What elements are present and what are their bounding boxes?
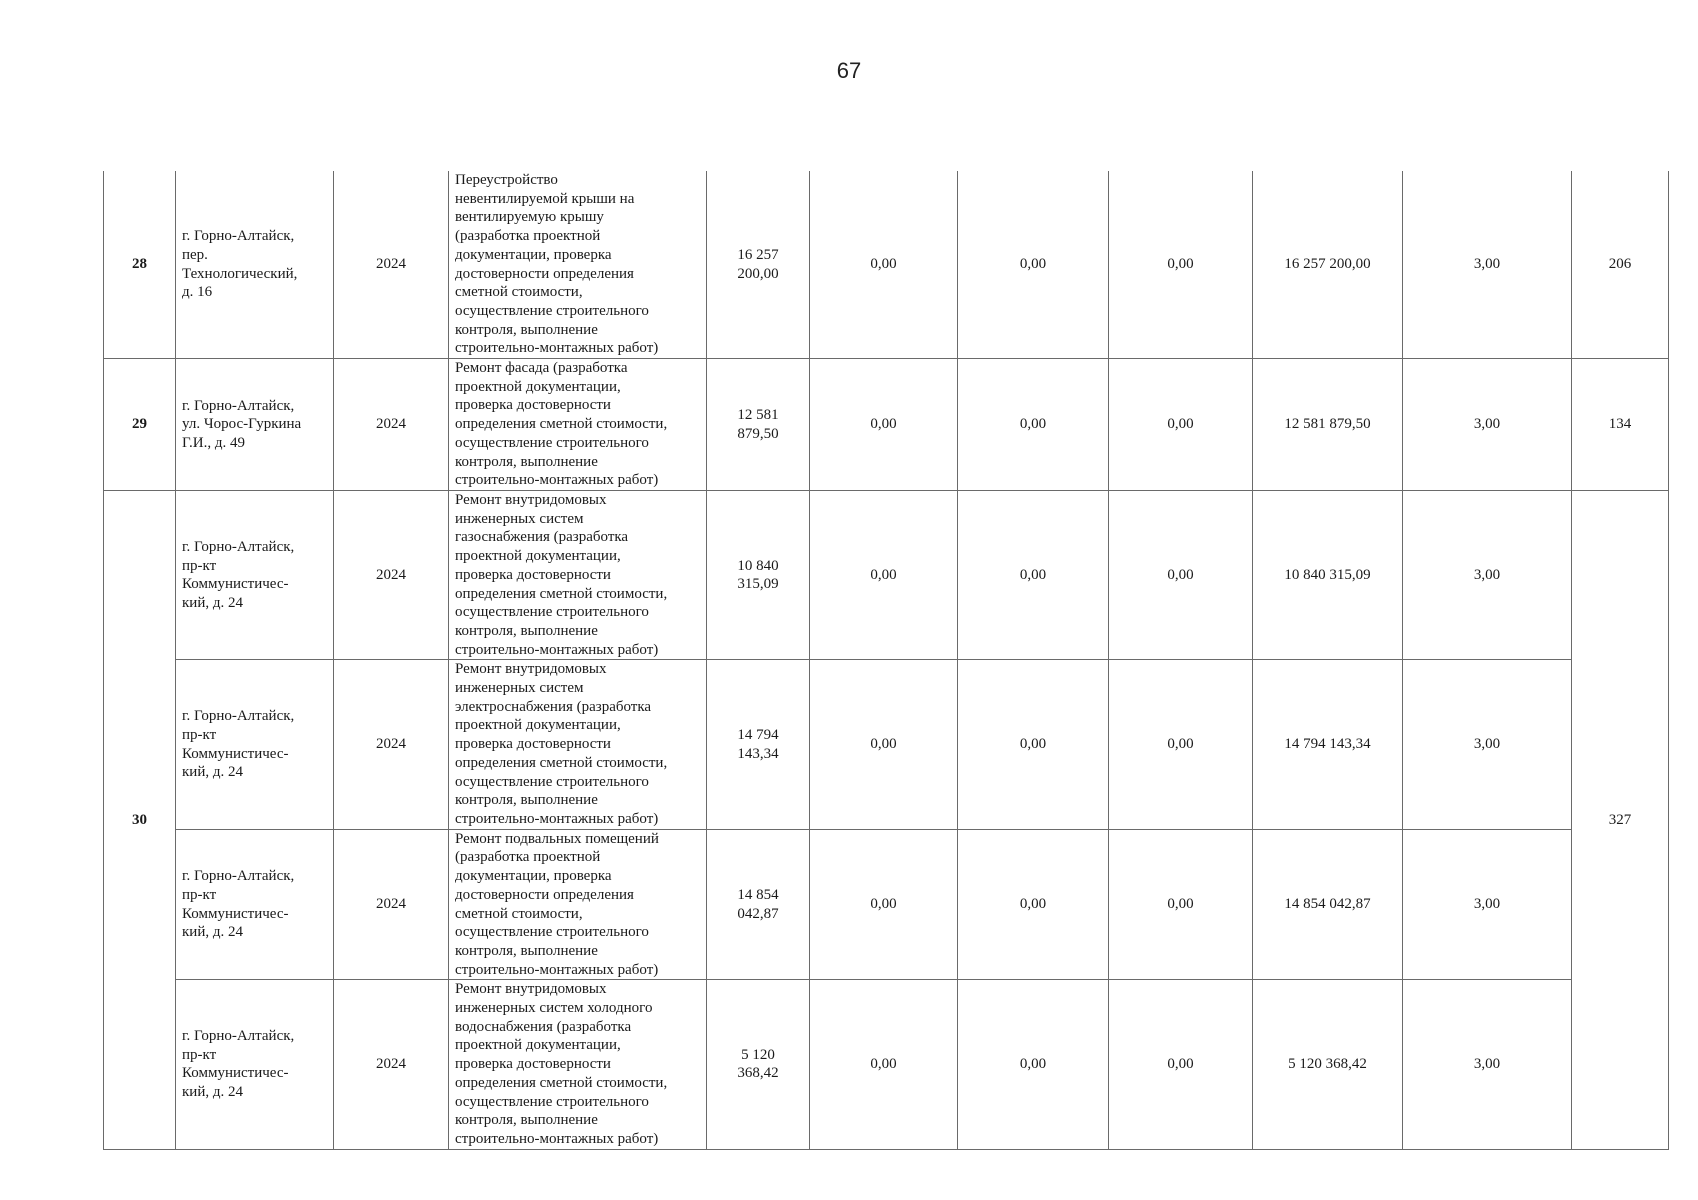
text-line: проверка достоверности — [455, 397, 611, 414]
text-line: Ремонт внутридомовых — [455, 981, 607, 998]
value-cell-2: 0,00 — [958, 660, 1109, 829]
text-line: Коммунистичес- — [182, 745, 289, 762]
table-row — [104, 491, 1669, 660]
text-line: 143,34 — [737, 745, 779, 762]
last-column-cell: 206 — [1572, 171, 1669, 359]
text-line: проверка достоверности — [455, 1056, 611, 1073]
text-line: кий, д. 24 — [182, 594, 243, 611]
text-line: Г.И., д. 49 — [182, 434, 245, 451]
table-body — [104, 171, 1669, 1149]
text-line: г. Горно-Алтайск, — [182, 539, 295, 555]
text-line: 16 257 — [737, 246, 779, 263]
work-description-cell — [449, 980, 707, 1149]
text-line: кий, д. 24 — [182, 924, 243, 941]
text-line: пр-кт — [182, 557, 217, 574]
cost-cell — [707, 491, 810, 660]
rate-cell: 3,00 — [1403, 980, 1572, 1149]
text-line: 14 794 — [737, 726, 779, 743]
row-number: 28 — [104, 171, 176, 359]
text-line: определения сметной стоимости, — [455, 1074, 668, 1091]
text-line: контроля, выполнение — [455, 321, 598, 338]
total-cost-cell: 14 854 042,87 — [1253, 829, 1403, 980]
text-line: инженерных систем — [455, 680, 584, 697]
text-line: г. Горно-Алтайск, — [182, 397, 295, 414]
rate-cell: 3,00 — [1403, 660, 1572, 829]
text-line: Коммунистичес- — [182, 576, 289, 593]
cost-cell — [707, 980, 810, 1149]
text-line: г. Горно-Алтайск, — [182, 228, 295, 245]
text-line: контроля, выполнение — [455, 1112, 598, 1129]
text-line: инженерных систем — [455, 510, 584, 527]
value-cell-3: 0,00 — [1109, 491, 1253, 660]
text-line: д. 16 — [182, 284, 213, 301]
text-line: электроснабжения (разработка — [455, 698, 652, 715]
text-line: вентилируемую крышу — [455, 209, 604, 226]
value-cell-2: 0,00 — [958, 171, 1109, 359]
value-cell-2: 0,00 — [958, 359, 1109, 491]
rate-cell: 3,00 — [1403, 359, 1572, 491]
text-line: пр-кт — [182, 726, 217, 743]
text-line: осуществление строительного — [455, 604, 649, 621]
table-row — [104, 980, 1669, 1149]
work-description-cell — [449, 660, 707, 829]
text-line: контроля, выполнение — [455, 792, 598, 809]
total-cost-cell: 14 794 143,34 — [1253, 660, 1403, 829]
text-line: строительно-монтажных работ) — [455, 1130, 659, 1147]
text-line: 315,09 — [737, 576, 779, 593]
text-line: Коммунистичес- — [182, 905, 289, 922]
year-cell: 2024 — [334, 980, 449, 1149]
cost-cell — [707, 660, 810, 829]
address-cell — [176, 359, 334, 491]
text-line: определения сметной стоимости, — [455, 754, 668, 771]
value-cell-1: 0,00 — [810, 359, 958, 491]
total-cost-cell: 10 840 315,09 — [1253, 491, 1403, 660]
year-cell: 2024 — [334, 829, 449, 980]
work-description-cell — [449, 829, 707, 980]
text-line: документации, проверка — [455, 246, 612, 263]
text-line: пр-кт — [182, 1046, 217, 1063]
value-cell-2: 0,00 — [958, 491, 1109, 660]
text-line: инженерных систем холодного — [455, 1000, 653, 1017]
text-line: Переустройство — [455, 172, 558, 188]
year-cell: 2024 — [334, 359, 449, 491]
text-line: Ремонт фасада (разработка — [455, 360, 628, 377]
total-cost-cell: 5 120 368,42 — [1253, 980, 1403, 1149]
text-line: определения сметной стоимости, — [455, 585, 668, 602]
address-cell — [176, 171, 334, 359]
text-line: осуществление строительного — [455, 302, 649, 319]
text-line: 14 854 — [737, 886, 779, 903]
text-line: пер. — [182, 246, 208, 263]
value-cell-3: 0,00 — [1109, 359, 1253, 491]
text-line: сметной стоимости, — [455, 905, 583, 922]
text-line: 5 120 — [741, 1046, 775, 1063]
text-line: документации, проверка — [455, 868, 612, 885]
text-line: проектной документации, — [455, 548, 621, 565]
text-line: Ремонт подвальных помещений — [455, 830, 659, 847]
rate-cell: 3,00 — [1403, 491, 1572, 660]
text-line: ул. Чорос-Гуркина — [182, 416, 302, 433]
text-line: сметной стоимости, — [455, 284, 583, 301]
text-line: газоснабжения (разработка — [455, 529, 629, 546]
last-column-cell: 327 — [1572, 491, 1669, 1150]
text-line: строительно-монтажных работ) — [455, 961, 659, 978]
rate-cell: 3,00 — [1403, 829, 1572, 980]
text-line: проверка достоверности — [455, 736, 611, 753]
text-line: г. Горно-Алтайск, — [182, 1028, 295, 1045]
text-line: 200,00 — [737, 265, 779, 282]
value-cell-1: 0,00 — [810, 660, 958, 829]
capital-repair-table — [103, 171, 1669, 1150]
text-line: невентилируемой крыши на — [455, 190, 635, 207]
text-line: проектной документации, — [455, 717, 621, 734]
text-line: строительно-монтажных работ) — [455, 810, 659, 827]
table-row — [104, 171, 1669, 359]
text-line: 12 581 — [737, 406, 779, 423]
value-cell-3: 0,00 — [1109, 980, 1253, 1149]
table-row — [104, 660, 1669, 829]
year-cell: 2024 — [334, 491, 449, 660]
row-number: 29 — [104, 359, 176, 491]
text-line: строительно-монтажных работ) — [455, 472, 659, 489]
text-line: строительно-монтажных работ) — [455, 340, 659, 357]
text-line: Коммунистичес- — [182, 1065, 289, 1082]
address-cell — [176, 660, 334, 829]
value-cell-3: 0,00 — [1109, 829, 1253, 980]
work-description-cell — [449, 171, 707, 359]
year-cell: 2024 — [334, 660, 449, 829]
total-cost-cell: 16 257 200,00 — [1253, 171, 1403, 359]
text-line: 368,42 — [737, 1065, 779, 1082]
value-cell-1: 0,00 — [810, 980, 958, 1149]
text-line: 10 840 — [737, 557, 779, 574]
text-line: Технологический, — [182, 265, 298, 282]
value-cell-1: 0,00 — [810, 171, 958, 359]
cost-cell — [707, 829, 810, 980]
cost-cell — [707, 171, 810, 359]
address-cell — [176, 491, 334, 660]
page-number: 67 — [836, 58, 862, 83]
text-line: (разработка проектной — [455, 228, 601, 245]
table-row — [104, 359, 1669, 491]
text-line: осуществление строительного — [455, 434, 649, 451]
text-line: достоверности определения — [455, 886, 634, 903]
text-line: контроля, выполнение — [455, 453, 598, 470]
text-line: 042,87 — [737, 905, 779, 922]
text-line: 879,50 — [737, 425, 779, 442]
value-cell-3: 0,00 — [1109, 171, 1253, 359]
text-line: достоверности определения — [455, 265, 634, 282]
row-number: 30 — [104, 491, 176, 1150]
text-line: г. Горно-Алтайск, — [182, 868, 295, 885]
value-cell-1: 0,00 — [810, 491, 958, 660]
text-line: кий, д. 24 — [182, 1084, 243, 1101]
text-line: осуществление строительного — [455, 1093, 649, 1110]
text-line: Ремонт внутридомовых — [455, 492, 607, 509]
text-line: проектной документации, — [455, 378, 621, 395]
table-row — [104, 829, 1669, 980]
text-line: контроля, выполнение — [455, 622, 598, 639]
address-cell — [176, 829, 334, 980]
total-cost-cell: 12 581 879,50 — [1253, 359, 1403, 491]
text-line: определения сметной стоимости, — [455, 416, 668, 433]
text-line: (разработка проектной — [455, 849, 601, 866]
address-cell — [176, 980, 334, 1149]
text-line: контроля, выполнение — [455, 942, 598, 959]
work-description-cell — [449, 359, 707, 491]
cost-cell — [707, 359, 810, 491]
text-line: проектной документации, — [455, 1037, 621, 1054]
work-description-cell — [449, 491, 707, 660]
text-line: водоснабжения (разработка — [455, 1018, 632, 1035]
year-cell: 2024 — [334, 171, 449, 359]
text-line: осуществление строительного — [455, 924, 649, 941]
value-cell-1: 0,00 — [810, 829, 958, 980]
text-line: кий, д. 24 — [182, 764, 243, 781]
rate-cell: 3,00 — [1403, 171, 1572, 359]
text-line: осуществление строительного — [455, 773, 649, 790]
text-line: строительно-монтажных работ) — [455, 641, 659, 658]
value-cell-2: 0,00 — [958, 980, 1109, 1149]
value-cell-2: 0,00 — [958, 829, 1109, 980]
text-line: Ремонт внутридомовых — [455, 661, 607, 678]
last-column-cell: 134 — [1572, 359, 1669, 491]
value-cell-3: 0,00 — [1109, 660, 1253, 829]
text-line: пр-кт — [182, 886, 217, 903]
text-line: г. Горно-Алтайск, — [182, 708, 295, 725]
text-line: проверка достоверности — [455, 566, 611, 583]
